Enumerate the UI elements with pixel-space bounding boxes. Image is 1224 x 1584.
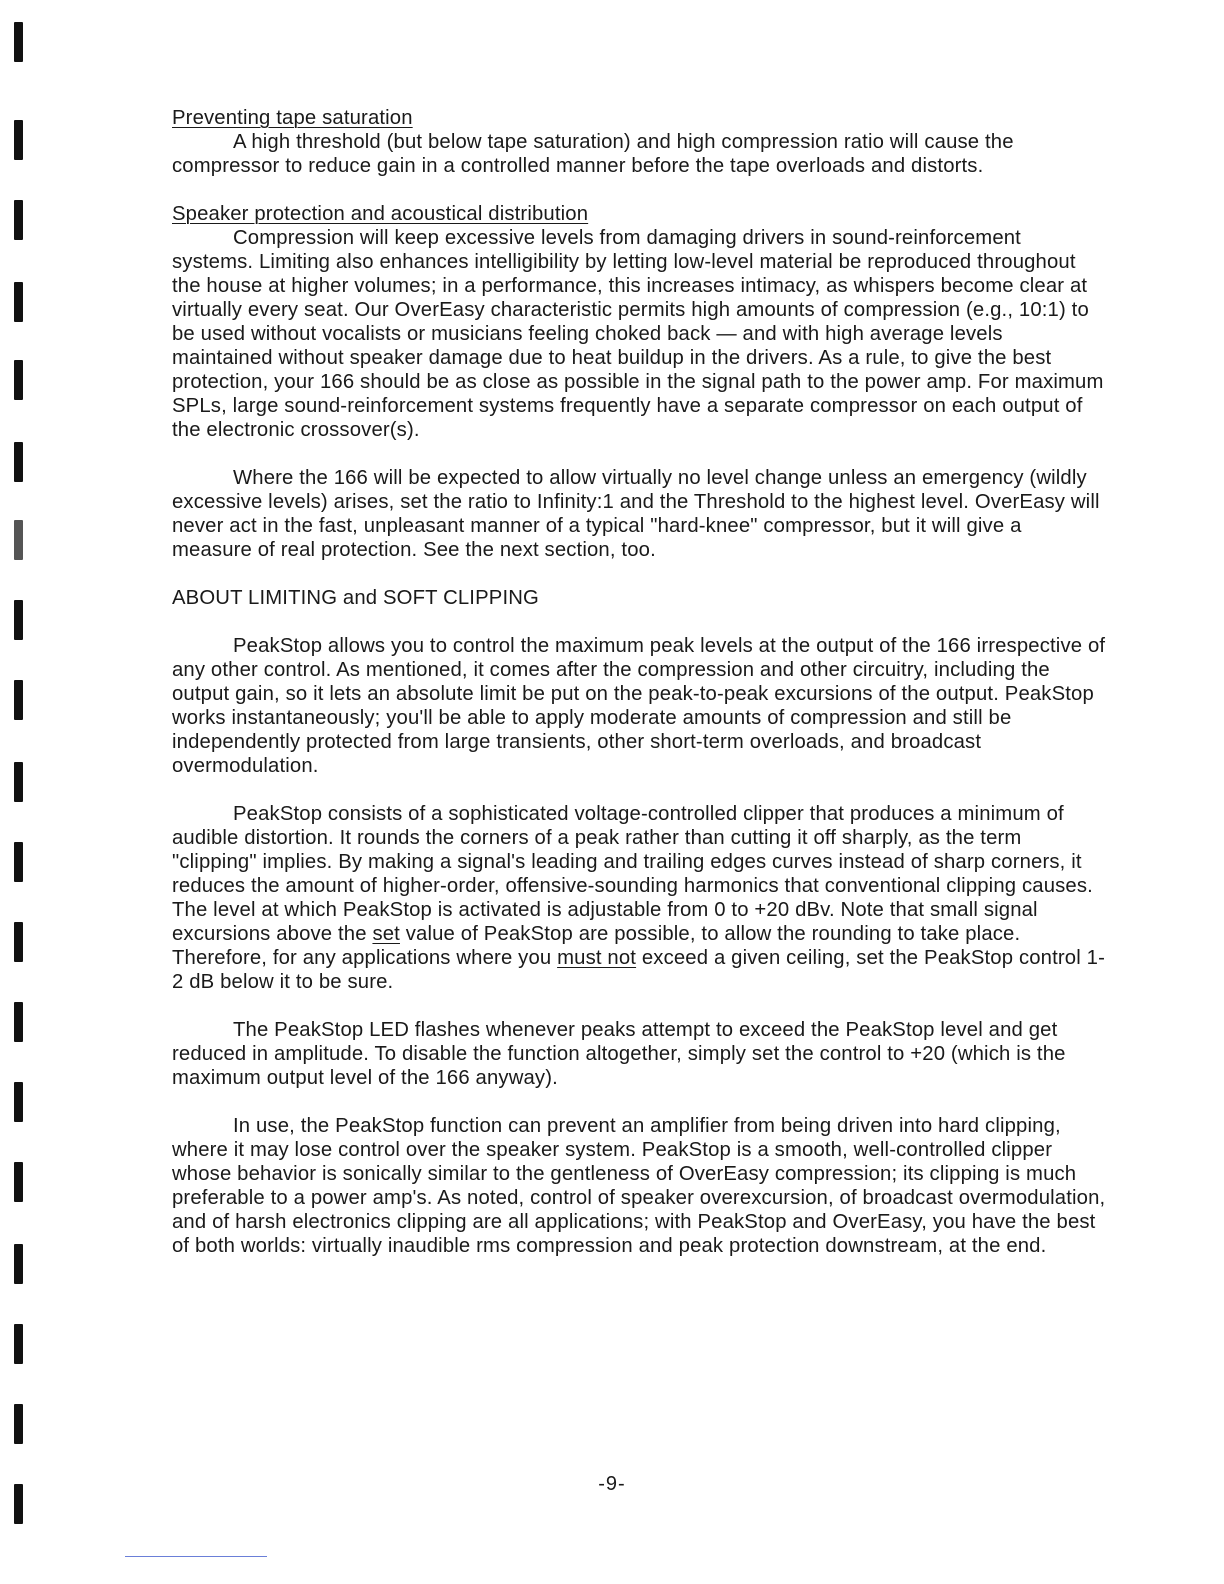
text-run: PeakStop consists of a sophisticated voltage-controlled clipper that produces a minimum of audible distortion. It rounds the corners of a peak rather than cutting it off sharply, as the term "clipping" implies. By making a signal's leading and trailing edges curves instead of sharp corners, it reduces the amount of higher-order, offensive-sounding harmonics that conventional clipping causes. The level at which PeakStop is activated is adjustable from 0 to +20 dBv. Note that small signal excursions above the [172,803,1093,945]
footer-rule [125,1556,267,1557]
text-run: exceed a given ceiling, set the PeakStop control 1-2 dB below it to be sure. [172,947,1105,993]
page-number: -9- [598,1473,626,1495]
binding-mark [14,442,23,482]
binding-mark [14,1162,23,1202]
peakstop-use-paragraph: In use, the PeakStop function can prevent an amplifier from being driven into hard clipping, where it may lose control over the speaker system. PeakStop is a smooth, well-controlled clipper whose behavior is sonically similar to the gentleness of OverEasy compression; its clipping is much preferable to a power amp's. As noted, control of speaker overexcursion, of broadcast overmodulation, and of harsh electronics clipping are all applications; with PeakStop and OverEasy, you have the best of both worlds: virtually inaudible rms compression and peak protection downstream, at the end. [172,1115,1106,1257]
underlined-set: set [372,923,400,945]
binding-mark [14,1002,23,1042]
binding-mark [14,680,23,720]
peakstop-clipper-paragraph [172,802,1107,994]
peakstop-led-paragraph: The PeakStop LED flashes whenever peaks attempt to exceed the PeakStop level and get reduced in amplitude. To disable the function altogether, simply set the control to +20 (which is the maximum output level of the 166 anyway). [172,1019,1066,1089]
tape-saturation-heading: Preventing tape saturation [172,107,413,129]
tape-saturation-paragraph: A high threshold (but below tape saturation) and high compression ratio will cause the compressor to reduce gain in a controlled manner before the tape overloads and distorts. [172,131,1014,177]
binding-mark [14,1244,23,1284]
speaker-protection-paragraph: Compression will keep excessive levels from damaging drivers in sound-reinforcement systems. Limiting also enhances intelligibility by letting low-level material be reproduced throughout the house at higher volumes; in a performance, this increases intimacy, as whispers become clear at virtually every seat. Our OverEasy characteristic permits high amounts of compression (e.g., 10:1) to be used without vocalists or musicians feeling choked back — and with high average levels maintained without speaker damage due to heat buildup in the drivers. As a rule, to give the best protection, your 166 should be as close as possible in the signal path to the power amp. For maximum SPLs, large sound-reinforcement systems frequently have a separate compressor on each output of the electronic crossover(s). [172,227,1104,441]
binding-mark [14,1404,23,1444]
binding-mark [14,1324,23,1364]
text-run: value of PeakStop are possible, to allow the rounding to take place. Therefore, for any applications where you [172,923,1021,969]
binding-mark [14,520,23,560]
binding-mark [14,600,23,640]
binding-mark [14,22,23,62]
binding-mark [14,282,23,322]
limiting-heading: ABOUT LIMITING and SOFT CLIPPING [172,587,539,609]
binding-hole-marks [14,0,26,1584]
underlined-must-not: must not [557,947,637,969]
speaker-protection-heading: Speaker protection and acoustical distribution [172,203,589,225]
binding-mark [14,762,23,802]
infinity-ratio-paragraph: Where the 166 will be expected to allow virtually no level change unless an emergency (wildly excessive levels) arises, set the ratio to Infinity:1 and the Threshold to the highest level. OverEasy will never act in the fast, unpleasant manner of a typical "hard-knee" compressor, but it will give a measure of real protection. See the next section, too. [172,467,1100,561]
peakstop-intro-paragraph: PeakStop allows you to control the maximum peak levels at the output of the 166 irrespective of any other control. As mentioned, it comes after the compression and other circuitry, including the output gain, so it lets an absolute limit be put on the peak-to-peak excursions of the output. PeakStop works instantaneously; you'll be able to apply moderate amounts of compression and still be independently protected from large transients, other short-term overloads, and broadcast overmodulation. [172,635,1106,777]
page-body [172,106,1107,1258]
binding-mark [14,360,23,400]
binding-mark [14,120,23,160]
binding-mark [14,922,23,962]
binding-mark [14,842,23,882]
binding-mark [14,1082,23,1122]
binding-mark [14,200,23,240]
